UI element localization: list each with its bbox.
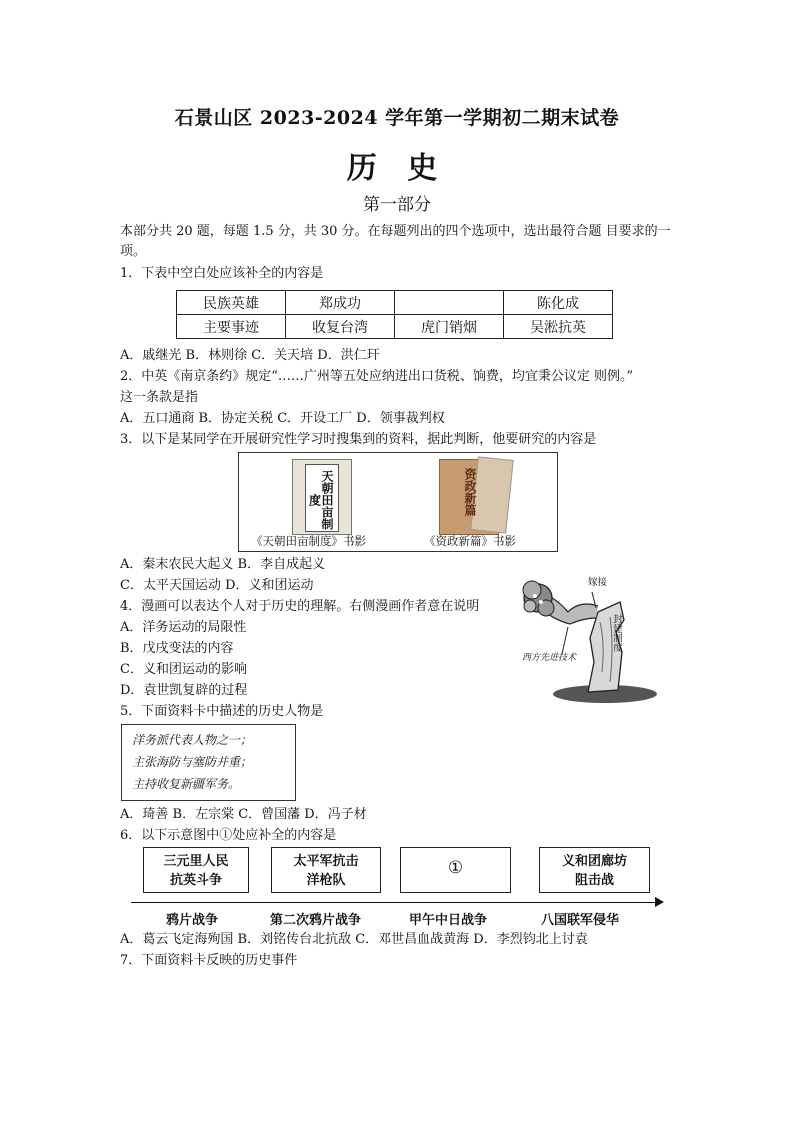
timeline-box-blank: ① — [400, 847, 511, 893]
timeline-box: 太平军抗击 洋枪队 — [271, 847, 381, 893]
card-line: 主张海防与塞防并重； — [132, 755, 253, 769]
q4-option-b: B．戊戌变法的内容 — [120, 641, 234, 656]
cartoon-label-graft: 嫁接 — [588, 577, 608, 588]
q3-options-cd: C．太平天国运动 D．义和团运动 — [120, 578, 314, 593]
q4-cartoon — [510, 572, 660, 704]
timeline-axis — [131, 902, 659, 903]
cartoon-label-branch: 西方先进技术 — [522, 653, 577, 663]
table-cell: 虎门销烟 — [395, 315, 504, 339]
table-cell: 民族英雄 — [177, 291, 286, 315]
q3-image-box — [238, 452, 558, 552]
card-line: 主持收复新疆军务。 — [132, 777, 241, 791]
q4-option-a: A．洋务运动的局限性 — [120, 620, 247, 635]
book1-title: 天朝田亩制度 — [307, 470, 334, 530]
q1-table — [176, 290, 613, 339]
table-cell: 陈化成 — [504, 291, 613, 315]
table-cell: 郑成功 — [286, 291, 395, 315]
q3-options-ab: A．秦末农民大起义 B．李自成起义 — [120, 557, 326, 572]
cartoon-label-trunk: 封建制度 — [611, 614, 622, 652]
cartoon-illustration — [510, 572, 660, 704]
book2-caption: 《资政新篇》书影 — [424, 534, 516, 548]
q2-options: A．五口通商 B．协定关税 C．开设工厂 D．领事裁判权 — [120, 411, 445, 426]
card-line: 洋务派代表人物之一； — [132, 733, 253, 747]
book1-caption: 《天朝田亩制度》书影 — [251, 534, 366, 548]
q4-option-d: D．袁世凯复辟的过程 — [120, 683, 248, 698]
table-cell: 收复台湾 — [286, 315, 395, 339]
q6-stem: 6．以下示意图中①处应补全的内容是 — [120, 828, 337, 843]
q1-stem: 1．下表中空白处应该补全的内容是 — [120, 266, 324, 281]
section-instructions: 本部分共 20 题，每题 1.5 分，共 30 分。在每题列出的四个选项中，选出最符合题 目要求的一项。 — [120, 224, 671, 259]
table-cell: 主要事迹 — [177, 315, 286, 339]
timeline-box: 义和团廊坊 阻击战 — [539, 847, 650, 893]
timeline-label: 八国联军侵华 — [541, 913, 620, 928]
timeline-label: 甲午中日战争 — [409, 913, 488, 928]
table-cell-blank — [395, 291, 504, 315]
timeline-label: 鸦片战争 — [166, 913, 219, 928]
q3-stem: 3．以下是某同学在开展研究性学习时搜集到的资料，据此判断，他要研究的内容是 — [120, 432, 597, 447]
book-cover-image — [292, 459, 352, 535]
table-cell: 吴淞抗英 — [504, 315, 613, 339]
q2-stem-cont: 这一条款是指 — [120, 390, 199, 405]
arrow-right-icon — [655, 897, 664, 907]
q2-stem: 2．中英《南京条约》规定“……广州等五处应纳进出口货税、饷费，均宜秉公议定 则例。” — [120, 369, 634, 384]
q5-stem: 5．下面资料卡中描述的历史人物是 — [120, 704, 324, 719]
timeline-box: 三元里人民 抗英斗争 — [143, 847, 249, 893]
q5-info-card — [121, 724, 296, 801]
book2-title: 资政新篇 — [463, 468, 477, 516]
q5-options: A．琦善 B．左宗棠 C．曾国藩 D．冯子材 — [120, 807, 367, 822]
q7-stem: 7．下面资料卡反映的历史事件 — [120, 953, 298, 968]
q6-options: A．葛云飞定海殉国 B．刘铭传台北抗敌 C．邓世昌血战黄海 D．李烈钧北上讨袁 — [120, 932, 588, 947]
section-title: 第一部分 — [363, 195, 431, 215]
book-cover-image — [439, 459, 499, 535]
subject-title: 历 史 — [346, 151, 448, 186]
exam-title: 石景山区 2023-2024 学年第一学期初二期末试卷 — [174, 107, 620, 129]
q1-options: A．戚继光 B．林则徐 C．关天培 D．洪仁玕 — [120, 348, 380, 363]
timeline-label: 第二次鸦片战争 — [270, 913, 362, 928]
q4-option-c: C．义和团运动的影响 — [120, 662, 247, 677]
q4-stem: 4．漫画可以表达个人对于历史的理解。右侧漫画作者意在说明 — [120, 599, 480, 614]
